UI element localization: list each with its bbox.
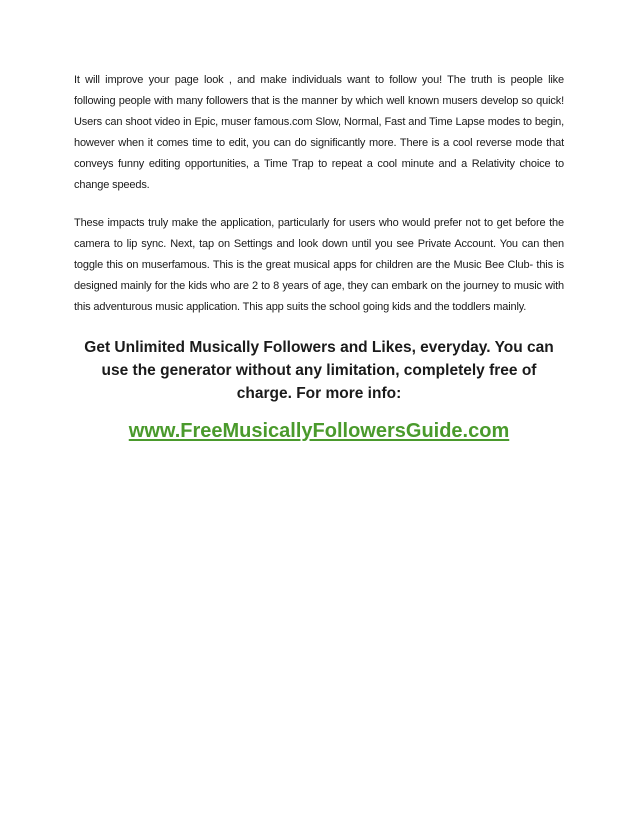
- call-to-action-text: Get Unlimited Musically Followers and Likes, everyday. You can use the generator without any limitation, completely free of charge. For more info:: [84, 339, 554, 402]
- body-paragraph-1: It will improve your page look , and make individuals want to follow you! The truth is people like following people with many followers that is the manner by which well known musers develop so quick! Users can shoot video in Epic, muser famous.com Slow, Normal, Fast and Time Lapse modes to begin, however when it comes time to edit, you can do significantly more. There is a cool reverse mode that conveys funny editing opportunities, a Time Trap to repeat a cool minute and a Relativity choice to change speeds.: [74, 74, 564, 191]
- website-link[interactable]: www.FreeMusicallyFollowersGuide.com: [128, 420, 510, 442]
- body-paragraph-2: These impacts truly make the application, particularly for users who would prefer not to get before the camera to lip sync. Next, tap on Settings and look down until you see Private Account. You can then toggle this on muserfamous. This is the great musical apps for children are the Music Bee Club- this is designed mainly for the kids who are 2 to 8 years of age, they can embark on the journey to music with this adventurous music application. This app suits the school going kids and the toddlers mainly.: [74, 217, 564, 313]
